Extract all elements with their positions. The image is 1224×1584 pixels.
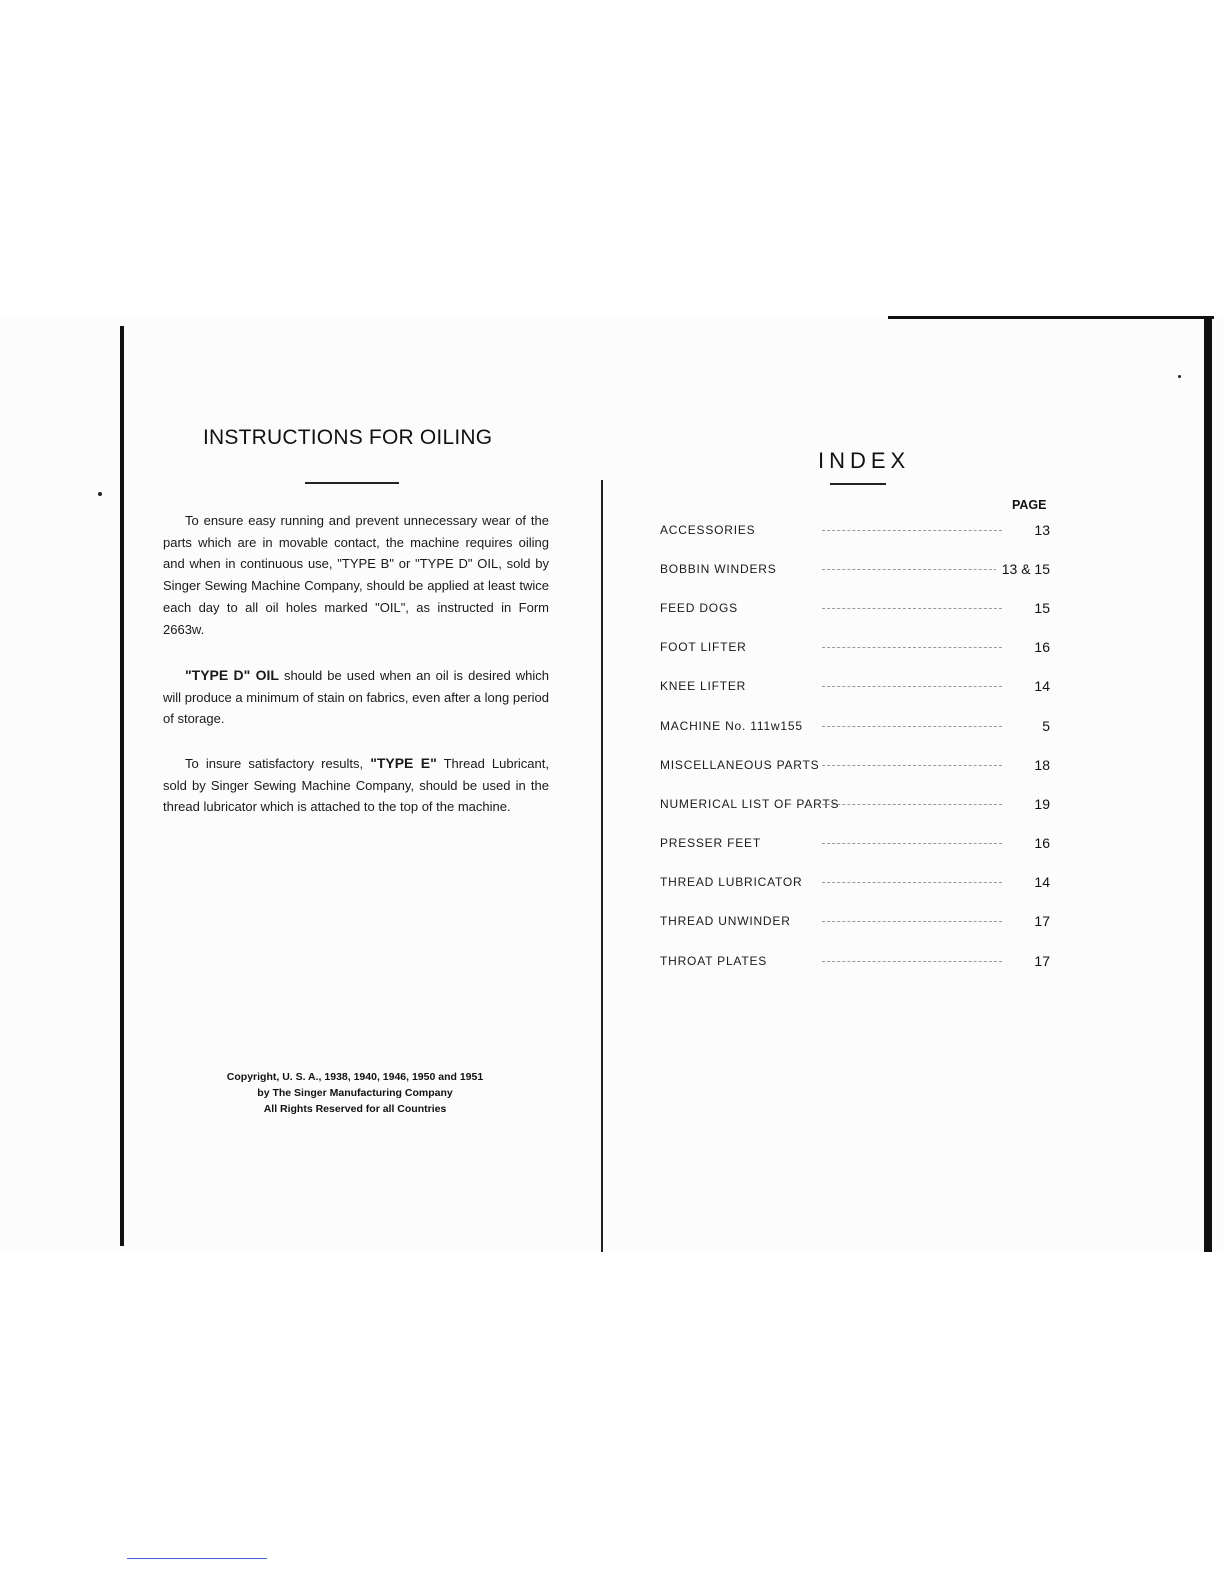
scan-speck (98, 492, 102, 496)
scan-speck (1178, 375, 1181, 378)
index-entry-label: THREAD UNWINDER (660, 914, 791, 929)
page-column-header: PAGE (1012, 498, 1047, 512)
dot-leader (822, 765, 1002, 766)
index-entry-page: 18 (1028, 757, 1050, 773)
index-entry-label: BOBBIN WINDERS (660, 561, 777, 576)
right-scan-edge (1204, 318, 1212, 1252)
index-entry-page: 17 (1028, 913, 1050, 929)
index-title-underline (830, 483, 886, 485)
emphasis-type-d-oil: "TYPE D" OIL (185, 667, 279, 683)
paragraph-type-d-oil (163, 665, 549, 730)
index-entry (660, 549, 1054, 588)
dot-leader (822, 530, 1002, 531)
index-entry-page: 15 (1028, 600, 1050, 616)
paragraph-type-e (163, 753, 549, 818)
index-entry-label: ACCESSORIES (660, 522, 756, 537)
index-entry-page: 14 (1028, 678, 1050, 694)
copyright-line: Copyright, U. S. A., 1938, 1940, 1946, 1950 and 1951 (226, 1071, 484, 1083)
dot-leader (822, 726, 1002, 727)
dot-leader (822, 882, 1002, 883)
index-entry-page: 14 (1028, 874, 1050, 890)
index-entry (660, 706, 1054, 745)
index-entry (660, 863, 1054, 902)
page-gutter (601, 480, 603, 1252)
dot-leader (822, 608, 1002, 609)
dot-leader (822, 804, 1002, 805)
index-title: INDEX (818, 448, 911, 473)
index-entry-label: FOOT LIFTER (660, 640, 747, 655)
index-entry-label: FEED DOGS (660, 600, 738, 615)
title-underline (305, 482, 399, 484)
dot-leader (822, 961, 1002, 962)
index-list (660, 510, 1054, 980)
paragraph-oiling (163, 510, 549, 640)
binding-edge (120, 326, 124, 1246)
index-entry-page: 19 (1028, 796, 1050, 812)
dot-leader (822, 921, 1002, 922)
index-entry (660, 784, 1054, 823)
index-entry-page: 13 (1028, 522, 1050, 538)
index-entry-page: 17 (1028, 953, 1050, 969)
page-title: INSTRUCTIONS FOR OILING (203, 426, 493, 449)
index-entry-label: MISCELLANEOUS PARTS (660, 757, 820, 772)
index-entry-label: NUMERICAL LIST OF PARTS (660, 796, 840, 811)
index-entry (660, 510, 1054, 549)
index-entry (660, 902, 1054, 941)
index-entry (660, 588, 1054, 627)
dot-leader (822, 686, 1002, 687)
index-entry-page: 5 (1036, 718, 1050, 734)
dot-leader (822, 569, 1002, 570)
emphasis-type-e: "TYPE E" (370, 755, 437, 771)
dot-leader (822, 647, 1002, 648)
index-entry (660, 745, 1054, 784)
index-entry (660, 941, 1054, 980)
copyright-line: by The Singer Manufacturing Company (257, 1087, 453, 1099)
index-entry (660, 824, 1054, 863)
index-entry-label: MACHINE No. 111w155 (660, 718, 803, 733)
paragraph-text: should be used when an oil is desired which will produce a minimum of stain on fabrics, even after a long period of storage. (163, 668, 550, 727)
index-entry-label: THROAT PLATES (660, 953, 768, 968)
paragraph-text: To insure satisfactory results, (185, 756, 371, 771)
index-entry (660, 628, 1054, 667)
index-entry (660, 667, 1054, 706)
bottom-underline-link (127, 1558, 267, 1559)
index-entry-label: THREAD LUBRICATOR (660, 875, 803, 890)
top-border-rule (888, 316, 1214, 319)
index-entry-page: 13 & 15 (996, 561, 1050, 577)
index-entry-label: PRESSER FEET (660, 836, 761, 851)
copyright-notice (164, 1069, 546, 1117)
paragraph-text: To ensure easy running and prevent unnecessary wear of the parts which are in movable contact, the machine requires oiling and when in continuous use, "TYPE B" or "TYPE D" OIL, sold by Singer Sewing Machine Company, should be applied at least twice each day to all oil holes marked "OIL", as instructed in Form 2663w. (163, 513, 549, 637)
index-entry-label: KNEE LIFTER (660, 679, 747, 694)
index-entry-page: 16 (1028, 835, 1050, 851)
dot-leader (822, 843, 1002, 844)
paragraph-text: Thread Lubricant, sold by Singer Sewing Machine Company, should be used in the thread lubricator which is attached to the top of the machine. (163, 756, 549, 815)
copyright-line: All Rights Reserved for all Countries (263, 1103, 447, 1115)
index-entry-page: 16 (1028, 639, 1050, 655)
